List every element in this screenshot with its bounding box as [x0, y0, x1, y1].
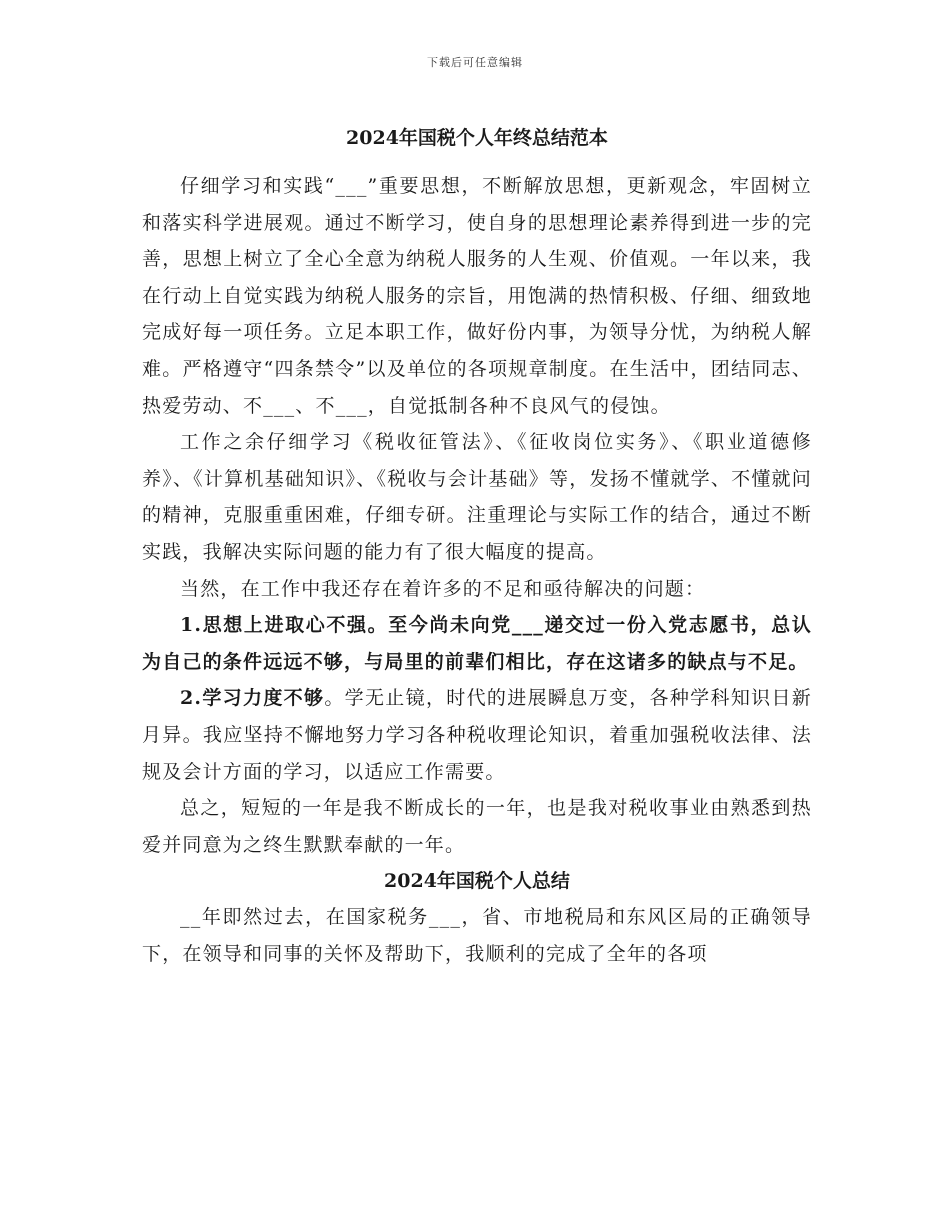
paragraph-after-work-study: 工作之余仔细学习《税收征管法》、《征收岗位实务》、《职业道德修养》、《计算机基础知识》、《税收与会计基础》等，发扬不懂就学、不懂就问的精神，克服重重困难，仔细专研。注重理论与实际工作的结合，通过不断实践，我解决实际问题的能力有了很大幅度的提高。 — [142, 431, 812, 563]
paragraph-point-1: 1.思想上进取心不强。至今尚未向党___递交过一份入党志愿书，总认为自己的条件远远不够，与局里的前辈们相比，存在这诸多的缺点与不足。 — [142, 614, 812, 673]
point-2-body: 。学无止镜，时代的进展瞬息万变，各种学科知识日新月异。我应坚持不懈地努力学习各种税收理论知识，着重加强税收法律、法规及会计方面的学习，以适应工作需要。 — [142, 687, 812, 783]
document-body — [142, 118, 812, 972]
paragraph-conclusion: 总之，短短的一年是我不断成长的一年，也是我对税收事业由熟悉到热爱并同意为之终生默默奉献的一年。 — [142, 797, 812, 856]
section-2-paragraph-1: __年即然过去，在国家税务___，省、市地税局和东风区局的正确领导下，在领导和同事的关怀及帮助下，我顺利的完成了全年的各项 — [142, 906, 812, 965]
paragraph-shortcomings-intro: 当然，在工作中我还存在着许多的不足和亟待解决的问题： — [180, 577, 706, 600]
document-title: 2024年国税个人年终总结范本 — [346, 127, 608, 149]
paragraph-point-2 — [142, 680, 812, 790]
paragraph-study-practice: 仔细学习和实践“___”重要思想，不断解放思想，更新观念，牢固树立和落实科学进展观。通过不断学习，使自身的思想理论素养得到进一步的完善，思想上树立了全心全意为纳税人服务的人生观、价值观。一年以来，我在行动上自觉实践为纳税人服务的宗旨，用饱满的热情积极、仔细、细致地完成好每一项任务。立足本职工作，做好份内事，为领导分忧，为纳税人解难。严格遵守“四条禁令”以及单位的各项规章制度。在生活中，团结同志、热爱劳动、不___、不___，自觉抵制各种不良风气的侵蚀。 — [142, 175, 812, 417]
point-2-heading: 2.学习力度不够 — [180, 687, 325, 710]
section-2-title: 2024年国税个人总结 — [384, 870, 570, 893]
header-note: 下载后可任意编辑 — [427, 56, 523, 69]
